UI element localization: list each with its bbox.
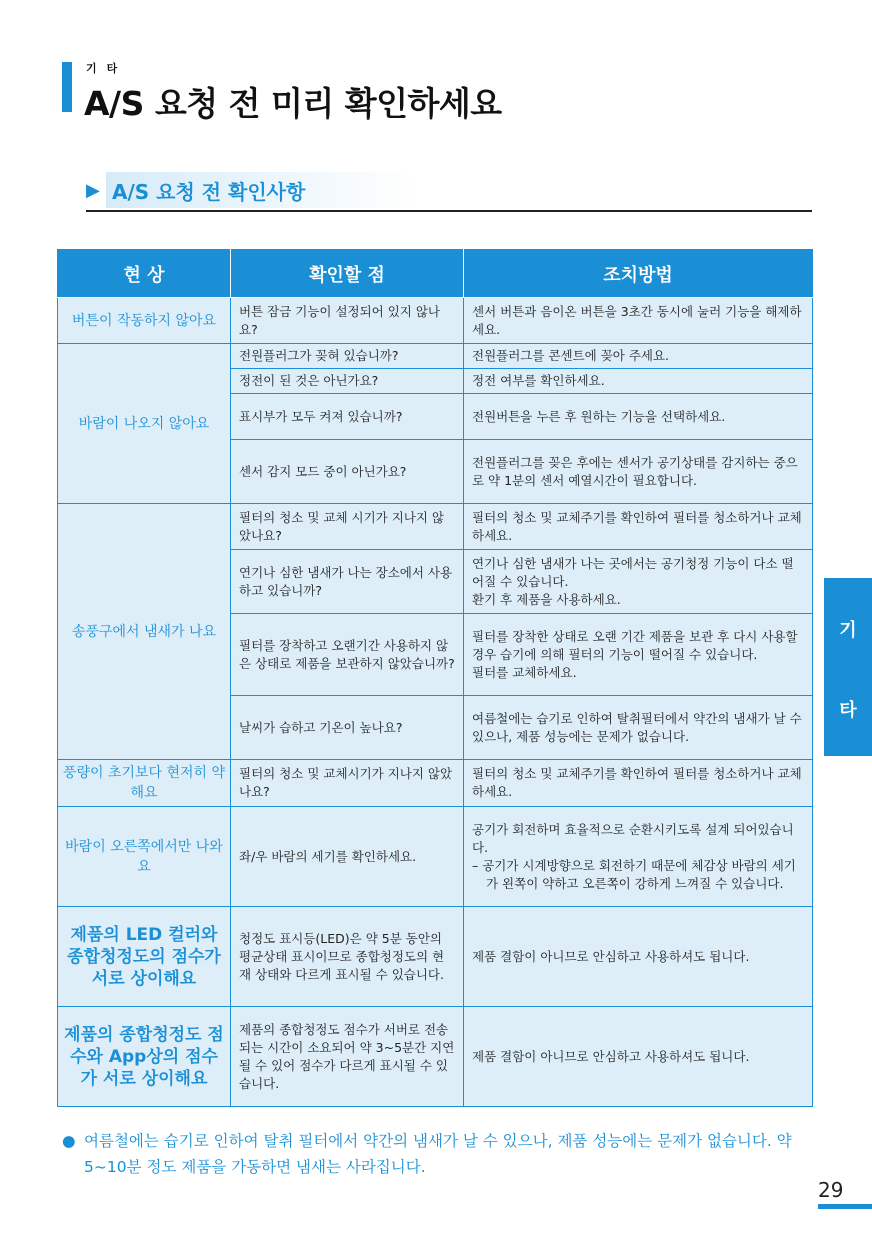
symptom-cell: 풍량이 초기보다 현저히 약해요 — [58, 760, 231, 807]
footnote-text: 여름철에는 습기로 인하여 탈취 필터에서 약간의 냄새가 날 수 있으나, 제품 성능에는 문제가 없습니다. 약 5~10분 정도 제품을 가동하면 냄새는 사라집니다. — [84, 1132, 792, 1176]
action-cell — [464, 907, 813, 1007]
table-row — [58, 298, 813, 344]
check-cell: 버튼 잠금 기능이 설정되어 있지 않나요? — [231, 298, 464, 344]
chapter-side-tab — [824, 578, 872, 756]
action-cell — [464, 369, 813, 394]
action-line: 전원버튼을 누른 후 원하는 기능을 선택하세요. — [472, 408, 726, 424]
column-header-action: 조치방법 — [464, 250, 813, 298]
table-row — [58, 907, 813, 1007]
troubleshooting-table — [57, 249, 813, 1107]
symptom-cell: 송풍구에서 냄새가 나요 — [58, 504, 231, 760]
action-cell — [464, 394, 813, 440]
action-line: 전원플러그를 꽂은 후에는 센서가 공기상태를 감지하는 중으로 약 1분의 센서 예열시간이 필요합니다. — [472, 454, 798, 488]
action-cell — [464, 696, 813, 760]
table-row — [58, 1007, 813, 1107]
action-cell — [464, 760, 813, 807]
action-line: 공기가 회전하며 효율적으로 순환시키도록 설계 되어있습니다. — [472, 821, 794, 855]
table-row — [58, 807, 813, 907]
action-line: 여름철에는 습기로 인하여 탈취필터에서 약간의 냄새가 날 수 있으나, 제품 성능에는 문제가 없습니다. — [472, 710, 802, 744]
title-accent-bar — [62, 62, 72, 112]
action-cell — [464, 1007, 813, 1107]
action-line: 센서 버튼과 음이온 버튼을 3초간 동시에 눌러 기능을 해제하세요. — [472, 303, 802, 337]
symptom-cell: 제품의 LED 컬러와 종합청정도의 점수가 서로 상이해요 — [58, 907, 231, 1007]
side-tab-char: 타 — [839, 700, 857, 721]
action-line: 연기나 심한 냄새가 나는 곳에서는 공기청정 기능이 다소 떨어질 수 있습니다. — [472, 555, 794, 589]
action-line: 필터를 장착한 상태로 오랜 기간 제품을 보관 후 다시 사용할 경우 습기에 의해 필터의 기능이 떨어질 수 있습니다. — [472, 628, 798, 662]
check-cell: 필터의 청소 및 교체시기가 지나지 않았나요? — [231, 760, 464, 807]
check-cell: 좌/우 바람의 세기를 확인하세요. — [231, 807, 464, 907]
action-line: 필터의 청소 및 교체주기를 확인하여 필터를 청소하거나 교체하세요. — [472, 509, 802, 543]
check-cell: 전원플러그가 꽂혀 있습니까? — [231, 344, 464, 369]
subsection-header — [86, 172, 812, 212]
table-row — [58, 504, 813, 550]
action-line: 환기 후 제품을 사용하세요. — [472, 591, 621, 607]
column-header-symptom: 현 상 — [58, 250, 231, 298]
column-header-check: 확인할 점 — [231, 250, 464, 298]
action-line: – 공기가 시계방향으로 회전하기 때문에 체감상 바람의 세기가 왼쪽이 약하고 오른쪽이 강하게 느껴질 수 있습니다. — [472, 857, 796, 891]
symptom-cell: 바람이 나오지 않아요 — [58, 344, 231, 504]
check-cell: 필터의 청소 및 교체 시기가 지나지 않았나요? — [231, 504, 464, 550]
check-cell: 제품의 종합청정도 점수가 서버로 전송되는 시간이 소요되어 약 3~5분간 지연될 수 있어 점수가 다르게 표시될 수 있습니다. — [231, 1007, 464, 1107]
bullet-icon: ● — [62, 1132, 76, 1150]
check-cell: 표시부가 모두 켜져 있습니까? — [231, 394, 464, 440]
action-cell — [464, 614, 813, 696]
check-cell: 센서 감지 모드 중이 아닌가요? — [231, 440, 464, 504]
action-line: 제품 결함이 아니므로 안심하고 사용하셔도 됩니다. — [472, 1048, 750, 1064]
page-number: 29 — [818, 1178, 844, 1202]
action-line: 필터의 청소 및 교체주기를 확인하여 필터를 청소하거나 교체하세요. — [472, 766, 802, 799]
check-cell: 필터를 장착하고 오랜기간 사용하지 않은 상태로 제품을 보관하지 않았습니까? — [231, 614, 464, 696]
check-cell: 정전이 된 것은 아닌가요? — [231, 369, 464, 394]
action-cell — [464, 504, 813, 550]
side-tab-char: 기 — [839, 620, 857, 641]
triangle-right-icon: ▶ — [86, 180, 100, 201]
action-line: 제품 결함이 아니므로 안심하고 사용하셔도 됩니다. — [472, 948, 750, 964]
check-cell: 청정도 표시등(LED)은 약 5분 동안의 평균상태 표시이므로 종합청정도의 현재 상태와 다르게 표시될 수 있습니다. — [231, 907, 464, 1007]
table-header-row — [58, 250, 813, 298]
action-line: 필터를 교체하세요. — [472, 664, 577, 680]
page-title: A/S 요청 전 미리 확인하세요 — [84, 84, 502, 123]
symptom-cell: 바람이 오른쪽에서만 나와요 — [58, 807, 231, 907]
action-cell — [464, 550, 813, 614]
page-number-underline — [818, 1204, 872, 1209]
action-cell — [464, 344, 813, 369]
section-label: 기타 — [86, 62, 128, 75]
action-line: 전원플러그를 콘센트에 꽂아 주세요. — [472, 348, 670, 363]
action-cell — [464, 298, 813, 344]
symptom-cell: 제품의 종합청정도 점수와 App상의 점수가 서로 상이해요 — [58, 1007, 231, 1107]
footnote — [62, 1128, 812, 1180]
action-line: 정전 여부를 확인하세요. — [472, 373, 605, 388]
symptom-cell: 버튼이 작동하지 않아요 — [58, 298, 231, 344]
table-row — [58, 344, 813, 369]
check-cell: 날씨가 습하고 기온이 높나요? — [231, 696, 464, 760]
subsection-title: A/S 요청 전 확인사항 — [112, 180, 306, 204]
check-cell: 연기나 심한 냄새가 나는 장소에서 사용하고 있습니까? — [231, 550, 464, 614]
action-cell — [464, 807, 813, 907]
table-row — [58, 760, 813, 807]
action-cell — [464, 440, 813, 504]
